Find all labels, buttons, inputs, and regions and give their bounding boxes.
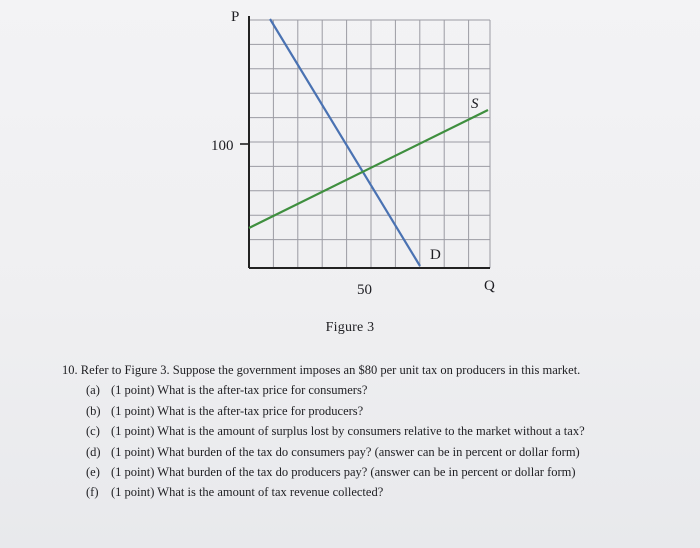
part-text: (1 point) What is the after-tax price for consumers? xyxy=(111,383,368,398)
part-label: (d) xyxy=(86,444,101,459)
part-text: (1 point) What is the amount of surplus lost by consumers relative to the market without a tax? xyxy=(111,424,585,439)
question-parts xyxy=(62,380,692,502)
demand-curve-label: D xyxy=(430,247,441,263)
x-axis-label: Q xyxy=(484,278,495,294)
question-part-e xyxy=(86,462,692,482)
question-text: Refer to Figure 3. Suppose the government imposes an $80 per unit tax on producers in this market. xyxy=(80,363,581,377)
part-text: (1 point) What is the amount of tax revenue collected? xyxy=(111,485,384,500)
supply-curve-label: S xyxy=(471,96,479,112)
question-number: 10. xyxy=(62,363,78,377)
question-prompt xyxy=(62,360,692,380)
part-text: (1 point) What burden of the tax do producers pay? (answer can be in percent or dollar form) xyxy=(111,465,576,480)
question-part-b xyxy=(86,401,692,421)
x-tick-label-50: 50 xyxy=(357,282,372,298)
part-text: (1 point) What is the after-tax price for producers? xyxy=(111,403,364,418)
part-label: (a) xyxy=(86,383,100,398)
part-label: (b) xyxy=(86,403,101,418)
part-label: (c) xyxy=(86,424,100,439)
question-part-a xyxy=(86,380,692,400)
figure-caption: Figure 3 xyxy=(325,320,375,335)
y-tick-label-100: 100 xyxy=(211,138,234,154)
question-part-f xyxy=(86,482,692,502)
question-part-d xyxy=(86,442,692,462)
chart-grid xyxy=(249,20,490,268)
part-label: (e) xyxy=(86,465,100,480)
part-text: (1 point) What burden of the tax do consumers pay? (answer can be in percent or dollar form) xyxy=(111,444,580,459)
supply-curve xyxy=(249,110,488,228)
part-label: (f) xyxy=(86,485,99,500)
y-axis-label: P xyxy=(231,9,240,25)
question-part-c xyxy=(86,421,692,441)
question-10 xyxy=(62,360,692,503)
